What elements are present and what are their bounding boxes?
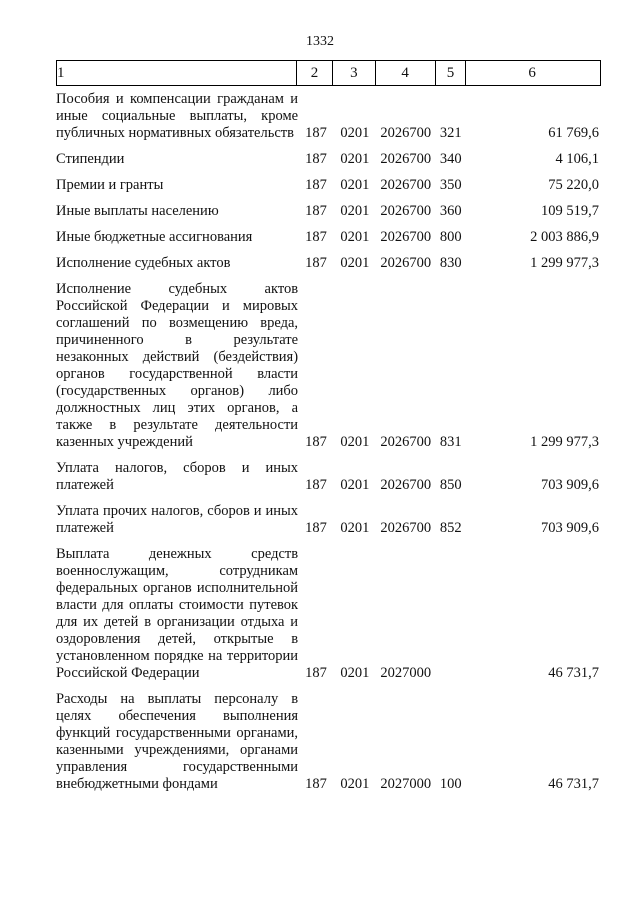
row-amount: 703 909,6 — [541, 520, 599, 536]
row-amount: 1 299 977,3 — [530, 434, 599, 450]
row-amount: 2 003 886,9 — [530, 229, 599, 245]
row-spacer — [56, 494, 601, 503]
row-spacer-cell — [56, 194, 601, 203]
row-ministry-code: 187 — [305, 229, 327, 245]
row-spacer — [56, 168, 601, 177]
row-spacer — [56, 272, 601, 281]
row-expense-type: 850 — [439, 477, 462, 493]
row-spacer-cell — [56, 220, 601, 229]
row-target-code: 2026700 — [380, 255, 432, 271]
row-section-code: 0201 — [340, 665, 370, 681]
row-description: Уплата прочих налогов, сборов и иных платежей — [56, 503, 299, 536]
row-section-code: 0201 — [340, 229, 370, 245]
row-spacer-cell — [56, 142, 601, 151]
row-ministry-code: 187 — [305, 520, 327, 536]
column-header-1: 1 — [57, 61, 297, 86]
row-description: Иные бюджетные ассигнования — [56, 229, 253, 245]
row-target-code: 2027000 — [380, 776, 432, 792]
column-header-4: 4 — [375, 61, 435, 86]
row-description: Пособия и компенсации гражданам и иные социальные выплаты, кроме публичных нормативных обязательств — [56, 91, 299, 141]
table-row — [56, 503, 601, 537]
row-section-code: 0201 — [340, 177, 370, 193]
row-amount: 46 731,7 — [548, 665, 599, 681]
row-section-code: 0201 — [340, 434, 370, 450]
row-description: Уплата налогов, сборов и иных платежей — [56, 460, 299, 493]
row-expense-type: 321 — [439, 125, 462, 141]
row-target-code: 2026700 — [380, 177, 432, 193]
table-row — [56, 691, 601, 793]
table-row — [56, 177, 601, 194]
row-spacer-cell — [56, 168, 601, 177]
row-section-code: 0201 — [340, 520, 370, 536]
row-ministry-code: 187 — [305, 177, 327, 193]
row-spacer — [56, 194, 601, 203]
page-number: 1332 — [306, 34, 334, 49]
table-row — [56, 91, 601, 142]
row-expense-type: 830 — [439, 255, 462, 271]
row-expense-type — [436, 546, 466, 682]
row-amount: 75 220,0 — [548, 177, 599, 193]
row-ministry-code: 187 — [305, 125, 327, 141]
row-spacer-cell — [56, 494, 601, 503]
column-header-table — [56, 60, 601, 86]
row-description: Стипендии — [56, 151, 125, 167]
table-row — [56, 229, 601, 246]
row-ministry-code: 187 — [305, 434, 327, 450]
row-description: Премии и гранты — [56, 177, 164, 193]
row-target-code: 2027000 — [380, 665, 432, 681]
row-description: Исполнение судебных актов Российской Федерации и мировых соглашений по возмещению вреда, причиненного в результате незаконных действий (бездействия) органов государственной власти (государственных органов) либо должностных лиц этих органов, а также в результате деятельности казенных учреждений — [56, 281, 299, 450]
row-spacer-cell — [56, 537, 601, 546]
row-amount: 109 519,7 — [541, 203, 599, 219]
row-ministry-code: 187 — [305, 665, 327, 681]
row-ministry-code: 187 — [305, 203, 327, 219]
table-row — [56, 151, 601, 168]
row-amount: 4 106,1 — [555, 151, 599, 167]
row-description: Расходы на выплаты персоналу в целях обеспечения выполнения функций государственными органами, казенными учреждениями, органами управления государственными внебюджетными фондами — [56, 691, 299, 792]
row-amount: 703 909,6 — [541, 477, 599, 493]
row-section-code: 0201 — [340, 151, 370, 167]
row-target-code: 2026700 — [380, 203, 432, 219]
row-target-code: 2026700 — [380, 229, 432, 245]
row-expense-type: 360 — [439, 203, 462, 219]
row-amount: 1 299 977,3 — [530, 255, 599, 271]
row-ministry-code: 187 — [305, 776, 327, 792]
row-amount: 46 731,7 — [548, 776, 599, 792]
row-ministry-code: 187 — [305, 151, 327, 167]
row-ministry-code: 187 — [305, 477, 327, 493]
row-spacer-cell — [56, 272, 601, 281]
row-description: Иные выплаты населению — [56, 203, 219, 219]
row-spacer — [56, 142, 601, 151]
row-spacer — [56, 246, 601, 255]
table-row — [56, 281, 601, 451]
row-target-code: 2026700 — [380, 434, 432, 450]
row-target-code: 2026700 — [380, 520, 432, 536]
row-amount: 61 769,6 — [548, 125, 599, 141]
row-spacer — [56, 451, 601, 460]
table-row — [56, 460, 601, 494]
table-row — [56, 255, 601, 272]
table-row — [56, 546, 601, 682]
row-section-code: 0201 — [340, 776, 370, 792]
column-header-3: 3 — [333, 61, 375, 86]
column-header-6: 6 — [466, 61, 601, 86]
table-row — [56, 203, 601, 220]
budget-table — [56, 91, 601, 793]
row-description: Выплата денежных средств военнослужащим, сотрудникам федеральных органов исполнительной власти для оплаты стоимости путевок для их детей в организации отдыха и оздоровления детей, открытые в установленном порядке на территории Российской Федерации — [56, 546, 299, 681]
row-section-code: 0201 — [340, 203, 370, 219]
row-target-code: 2026700 — [380, 125, 432, 141]
row-section-code: 0201 — [340, 477, 370, 493]
row-spacer — [56, 537, 601, 546]
row-target-code: 2026700 — [380, 477, 432, 493]
row-target-code: 2026700 — [380, 151, 432, 167]
row-spacer — [56, 682, 601, 691]
row-description: Исполнение судебных актов — [56, 255, 231, 271]
row-section-code: 0201 — [340, 255, 370, 271]
row-spacer-cell — [56, 451, 601, 460]
row-expense-type: 831 — [439, 434, 462, 450]
row-spacer-cell — [56, 682, 601, 691]
row-ministry-code: 187 — [305, 255, 327, 271]
row-expense-type: 340 — [439, 151, 462, 167]
row-expense-type: 800 — [439, 229, 462, 245]
row-spacer-cell — [56, 246, 601, 255]
row-expense-type: 100 — [439, 776, 462, 792]
row-spacer — [56, 220, 601, 229]
row-expense-type: 852 — [439, 520, 462, 536]
column-header-5: 5 — [435, 61, 466, 86]
row-expense-type: 350 — [439, 177, 462, 193]
column-header-row — [57, 61, 601, 86]
row-section-code: 0201 — [340, 125, 370, 141]
column-header-2: 2 — [296, 61, 332, 86]
